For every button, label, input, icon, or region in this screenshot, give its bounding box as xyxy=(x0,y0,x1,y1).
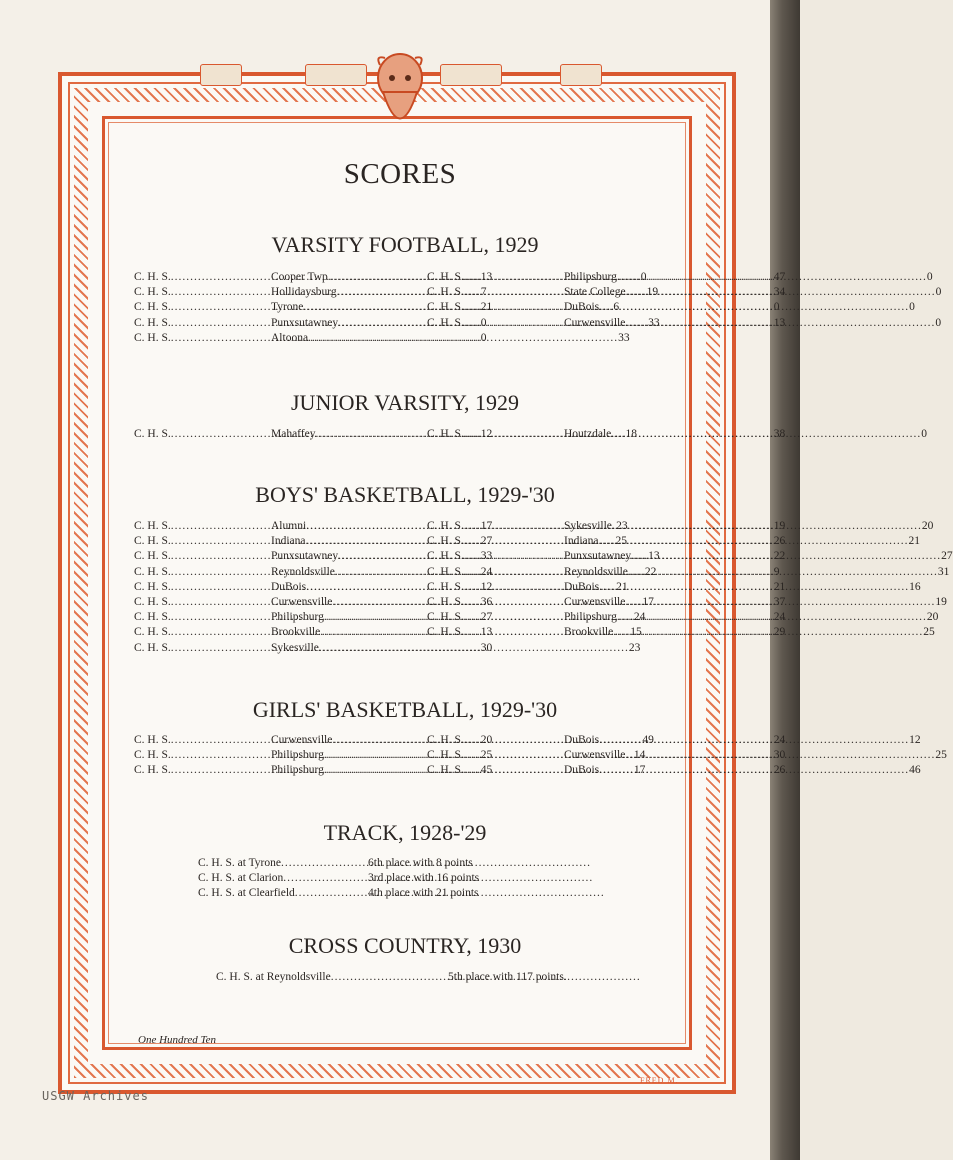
team-score: 33 xyxy=(480,550,493,563)
team-name: C. H. S. xyxy=(134,271,171,283)
opponent-name: Sykesville xyxy=(564,520,612,532)
opponent-score: 0 xyxy=(935,316,942,329)
opponent-score: 20 xyxy=(921,520,934,532)
team-name: C. H. S. xyxy=(134,734,171,746)
opponent-score: 21 xyxy=(908,535,920,548)
dot-leader xyxy=(631,549,941,564)
score-row xyxy=(134,534,627,549)
opponent-name: Curwensville xyxy=(564,749,626,762)
girls-basketball-right-column xyxy=(427,733,947,779)
opponent-score: 25 xyxy=(923,626,935,639)
team-score: 21 xyxy=(480,301,493,314)
score-row xyxy=(427,763,921,778)
team-score: 24 xyxy=(773,611,786,624)
opponent-name: Tyrone xyxy=(271,301,304,314)
ribbon-ornament-right xyxy=(560,64,602,86)
team-name: C. H. S. xyxy=(134,428,171,440)
score-row xyxy=(427,427,928,442)
opponent-name: Houtzdale xyxy=(564,428,612,440)
placement-result: 4th place with 21 points xyxy=(368,887,479,900)
team-score: 12 xyxy=(480,428,493,440)
opponent-name: Reynoldsville xyxy=(564,565,628,578)
opponent-score: 0 xyxy=(640,271,647,283)
score-row xyxy=(134,595,654,610)
opponent-name: Brookville xyxy=(564,626,614,639)
track-results xyxy=(198,856,500,902)
team-name: C. H. S. xyxy=(427,520,464,532)
team-name: C. H. S. xyxy=(427,535,464,548)
placement-result: 3rd place with 16 points xyxy=(368,872,480,885)
opponent-score: 24 xyxy=(633,611,646,624)
dot-leader xyxy=(628,565,938,580)
dot-leader xyxy=(599,733,909,748)
opponent-name: Hollidaysburg xyxy=(271,286,337,299)
opponent-name: Brookville xyxy=(271,626,321,639)
score-row xyxy=(427,610,939,625)
opponent-name: Curwensville xyxy=(564,596,626,609)
team-name: C. H. S. xyxy=(134,331,171,344)
team-score: 0 xyxy=(773,301,780,314)
opponent-name: DuBois xyxy=(564,580,600,593)
cross-country-results xyxy=(216,970,591,985)
score-row xyxy=(427,519,934,534)
score-row xyxy=(134,625,642,640)
team-score: 26 xyxy=(773,764,786,777)
opponent-score: 18 xyxy=(625,428,637,440)
opponent-score: 33 xyxy=(618,331,630,344)
team-name: C. H. S. xyxy=(134,550,171,563)
cross-country-title: CROSS COUNTRY, 1930 xyxy=(288,933,522,958)
opponent-name: Curwensville xyxy=(271,734,333,746)
opponent-score: 49 xyxy=(642,734,654,746)
team-name: C. H. S. xyxy=(427,316,464,329)
opponent-name: Philipsburg xyxy=(271,611,324,624)
opponent-score: 17 xyxy=(642,596,654,609)
team-name: C. H. S. xyxy=(134,286,171,299)
opponent-name: Punxsutawney xyxy=(271,316,339,329)
team-name: C. H. S. xyxy=(427,286,464,299)
dot-leader xyxy=(308,331,618,346)
boys-basketball-left-column xyxy=(134,519,660,656)
boys-basketball-title: BOYS' BASKETBALL, 1929-'30 xyxy=(255,482,555,507)
event-location: C. H. S. at Tyrone xyxy=(198,857,281,869)
dot-leader xyxy=(612,519,922,534)
ribbon-ornament-left xyxy=(200,64,242,86)
dot-leader xyxy=(625,595,935,610)
team-name: C. H. S. xyxy=(427,611,464,624)
result-row xyxy=(198,886,500,901)
opponent-score: 0 xyxy=(935,286,942,299)
opponent-score: 22 xyxy=(644,565,657,578)
score-row xyxy=(427,534,920,549)
opponent-score: 0 xyxy=(926,271,933,283)
score-row xyxy=(427,565,950,580)
team-name: C. H. S. xyxy=(427,428,464,440)
team-name: C. H. S. xyxy=(134,596,171,609)
dot-leader xyxy=(617,610,927,625)
result-row xyxy=(216,970,591,985)
team-score: 36 xyxy=(480,596,493,609)
junior-varsity-right-column xyxy=(427,427,928,442)
score-row xyxy=(427,549,953,564)
result-row xyxy=(198,856,500,871)
team-name: C. H. S. xyxy=(427,764,464,777)
team-name: C. H. S. xyxy=(427,271,464,283)
opponent-score: 17 xyxy=(633,764,646,777)
opponent-name: Mahaffey xyxy=(271,428,316,440)
team-score: 9 xyxy=(773,565,780,578)
team-name: C. H. S. xyxy=(427,596,464,609)
opponent-score: 14 xyxy=(633,749,646,762)
team-score: 17 xyxy=(480,520,493,532)
team-score: 13 xyxy=(773,316,786,329)
team-score: 7 xyxy=(480,286,487,299)
opponent-score: 23 xyxy=(616,520,628,532)
team-score: 24 xyxy=(773,734,786,746)
opponent-name: Sykesville xyxy=(271,641,319,654)
opponent-name: Punxsutawney xyxy=(271,550,339,563)
team-name: C. H. S. xyxy=(134,611,171,624)
dot-leader xyxy=(319,641,629,656)
opponent-name: Philipsburg xyxy=(271,764,324,777)
dot-leader xyxy=(613,625,923,640)
team-score: 13 xyxy=(480,271,493,283)
opponent-score: 23 xyxy=(628,641,641,654)
score-row xyxy=(427,300,915,315)
dot-leader xyxy=(599,300,909,315)
team-score: 20 xyxy=(480,734,493,746)
team-score: 13 xyxy=(480,626,493,639)
placement-result: 6th place with 8 points xyxy=(368,857,473,869)
opponent-name: Curwensville xyxy=(564,316,626,329)
team-score: 25 xyxy=(480,749,493,762)
opponent-score: 25 xyxy=(935,749,947,762)
opponent-score: 33 xyxy=(648,316,660,329)
archive-watermark: USGW Archives xyxy=(42,1089,149,1103)
score-row xyxy=(427,285,942,300)
opponent-name: Alumni xyxy=(271,520,307,532)
team-score: 29 xyxy=(773,626,786,639)
opponent-score: 21 xyxy=(616,580,628,593)
team-score: 47 xyxy=(773,271,786,283)
team-name: C. H. S. xyxy=(427,565,464,578)
score-row xyxy=(134,331,630,346)
opponent-score: 46 xyxy=(909,764,921,777)
opponent-name: Altoona xyxy=(271,331,309,344)
opponent-score: 0 xyxy=(921,428,928,440)
team-score: 45 xyxy=(480,764,493,777)
opponent-score: 13 xyxy=(648,550,660,563)
opponent-name: DuBois xyxy=(271,580,307,593)
artist-signature: FRED M. xyxy=(640,1076,679,1085)
team-score: 19 xyxy=(773,520,786,532)
event-location: C. H. S. at Clearfield xyxy=(198,887,295,900)
team-name: C. H. S. xyxy=(134,580,171,593)
team-score: 26 xyxy=(773,535,786,548)
team-name: C. H. S. xyxy=(134,535,171,548)
team-score: 22 xyxy=(773,550,786,563)
track-title: TRACK, 1928-'29 xyxy=(323,820,487,845)
opponent-score: 6 xyxy=(613,301,620,314)
ribbon-ornament-mid-left xyxy=(305,64,367,86)
team-score: 0 xyxy=(480,316,487,329)
team-name: C. H. S. xyxy=(134,626,171,639)
team-score: 27 xyxy=(480,535,493,548)
team-name: C. H. S. xyxy=(134,641,171,654)
opponent-name: State College xyxy=(564,286,626,299)
team-score: 30 xyxy=(773,749,786,762)
score-row xyxy=(427,748,947,763)
junior-varsity-title: JUNIOR VARSITY, 1929 xyxy=(291,390,519,415)
score-row xyxy=(134,610,646,625)
bison-head-crest-icon xyxy=(375,50,425,145)
team-score: 12 xyxy=(480,580,493,593)
dot-leader xyxy=(625,748,935,763)
placement-result: 5th place with 117 points. xyxy=(448,971,567,983)
team-name: C. H. S. xyxy=(427,550,464,563)
team-name: C. H. S. xyxy=(134,749,171,762)
opponent-name: Philipsburg xyxy=(564,611,617,624)
opponent-score: 16 xyxy=(909,580,921,593)
opponent-name: Punxsutawney xyxy=(564,550,632,563)
event-location: C. H. S. at Reynoldsville xyxy=(216,971,331,983)
team-name: C. H. S. xyxy=(134,764,171,777)
opponent-score: 19 xyxy=(935,596,947,609)
score-row xyxy=(427,270,933,285)
result-row xyxy=(198,871,500,886)
score-row xyxy=(134,565,657,580)
team-score: 27 xyxy=(480,611,493,624)
team-name: C. H. S. xyxy=(134,316,171,329)
score-row xyxy=(427,580,921,595)
page-title: SCORES xyxy=(343,158,457,190)
opponent-name: DuBois xyxy=(564,734,600,746)
score-row xyxy=(134,549,660,564)
opponent-score: 27 xyxy=(941,550,953,563)
opponent-name: Reynoldsville xyxy=(271,565,335,578)
team-name: C. H. S. xyxy=(427,749,464,762)
girls-basketball-title: GIRLS' BASKETBALL, 1929-'30 xyxy=(252,697,558,722)
team-score: 37 xyxy=(773,596,786,609)
opponent-name: Cooper Twp. xyxy=(271,271,331,283)
boys-basketball-right-column xyxy=(427,519,953,641)
opponent-name: Curwensville xyxy=(271,596,333,609)
team-score: 34 xyxy=(773,286,786,299)
team-name: C. H. S. xyxy=(427,626,464,639)
opponent-name: Indiana xyxy=(271,535,306,548)
score-row xyxy=(427,733,921,748)
opponent-name: Indiana xyxy=(564,535,599,548)
page-number-footer: One Hundred Ten xyxy=(138,1034,217,1046)
team-name: C. H. S. xyxy=(427,580,464,593)
opponent-score: 19 xyxy=(646,286,659,299)
event-location: C. H. S. at Clarion xyxy=(198,872,284,885)
opponent-score: 31 xyxy=(937,565,950,578)
opponent-score: 15 xyxy=(630,626,642,639)
team-name: C. H. S. xyxy=(134,565,171,578)
opponent-score: 0 xyxy=(909,301,915,314)
score-row xyxy=(427,625,935,640)
opponent-name: DuBois xyxy=(564,301,600,314)
opponent-score: 20 xyxy=(926,611,939,624)
dot-leader xyxy=(617,270,927,285)
dot-leader xyxy=(626,285,936,300)
opponent-score: 12 xyxy=(909,734,921,746)
dot-leader xyxy=(599,580,909,595)
dot-leader xyxy=(611,427,921,442)
team-name: C. H. S. xyxy=(427,301,464,314)
score-row xyxy=(134,641,641,656)
opponent-name: DuBois xyxy=(564,764,600,777)
opponent-name: Philipsburg xyxy=(271,749,324,762)
team-score: 38 xyxy=(773,428,786,440)
team-score: 24 xyxy=(480,565,493,578)
team-score: 21 xyxy=(773,580,786,593)
team-name: C. H. S. xyxy=(427,734,464,746)
team-score: 30 xyxy=(480,641,493,654)
team-name: C. H. S. xyxy=(134,520,171,532)
varsity-football-title: VARSITY FOOTBALL, 1929 xyxy=(271,232,539,257)
team-name: C. H. S. xyxy=(134,301,171,314)
opponent-score: 25 xyxy=(615,535,627,548)
dot-leader xyxy=(625,316,935,331)
ribbon-ornament-mid-right xyxy=(440,64,502,86)
score-row xyxy=(427,316,942,331)
varsity-football-right-column xyxy=(427,270,942,331)
team-score: 0 xyxy=(480,331,487,344)
score-row xyxy=(427,595,947,610)
score-row xyxy=(134,580,628,595)
dot-leader xyxy=(599,763,909,778)
opponent-name: Philipsburg xyxy=(564,271,617,283)
dot-leader xyxy=(598,534,908,549)
